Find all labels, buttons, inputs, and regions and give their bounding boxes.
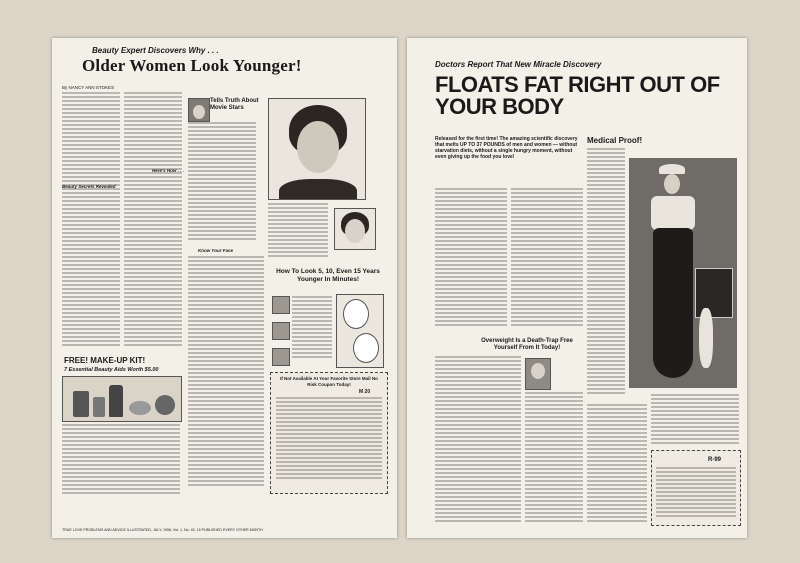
- article-column-2: [124, 92, 182, 352]
- makeup-description: [62, 424, 180, 496]
- model-collar: [651, 196, 695, 230]
- doctor-photo: [525, 358, 551, 390]
- makeup-title: FREE! MAKE-UP KIT!: [64, 356, 146, 365]
- right-column-7: [651, 394, 739, 446]
- coupon-number: M 20: [359, 389, 371, 395]
- right-column-1: [435, 188, 507, 328]
- step-text: [292, 296, 332, 366]
- order-coupon[interactable]: [270, 372, 388, 494]
- step-2-photo: [272, 322, 290, 340]
- subhead-secrets: Beauty Secrets Revealed: [62, 184, 116, 189]
- makeup-kit-photo: [62, 376, 182, 422]
- overweight-heading: Overweight Is a Death-Trap Free Yourself From It Today!: [481, 338, 573, 351]
- makeup-subtitle: 7 Essential Beauty Aids Worth $5.00: [64, 367, 159, 373]
- right-column-4: [435, 356, 521, 524]
- left-headline: Older Women Look Younger!: [82, 56, 302, 75]
- coupon-form-lines: [276, 397, 382, 487]
- article-column-1: [62, 92, 120, 352]
- portrait-caption-text: [268, 203, 328, 263]
- masthead-footer: TRUE LOVE PROBLEMS AND ADVICE ILLUSTRATED, JULY, 1956, Vol. 1, No. 40, 15 PUBLISHED EVERY OTHER MONTH: [62, 527, 263, 532]
- sidebar-text: [188, 122, 256, 242]
- photo-caption-box: [695, 268, 733, 318]
- right-headline: FLOATS FAT RIGHT OUT OF YOUR BODY: [435, 72, 720, 119]
- coupon-price: R-99: [708, 457, 722, 463]
- right-column-2: [511, 188, 583, 328]
- fat-coupon-lines: [656, 467, 736, 521]
- mannequin-figure: [699, 308, 713, 368]
- model-face: [664, 174, 680, 194]
- medical-proof-title: Medical Proof!: [587, 136, 643, 145]
- sidebar-title: Tells Truth About Movie Stars: [210, 98, 259, 111]
- right-column-6: [587, 404, 647, 524]
- article-column-3: [188, 256, 264, 492]
- subhead-here-how: Here's How . . .: [152, 168, 184, 173]
- step-3-photo: [272, 348, 290, 366]
- byline: By NANCY ANN STOKES: [62, 85, 115, 90]
- left-page: [52, 38, 397, 538]
- right-column-3: [587, 148, 625, 398]
- sidebar-portrait: [188, 98, 210, 122]
- fat-coupon[interactable]: [651, 450, 741, 526]
- model-hat: [659, 164, 685, 174]
- left-kicker: Beauty Expert Discovers Why . . .: [92, 46, 219, 55]
- model-photo: [629, 158, 737, 388]
- lead-paragraph: Released for the first time! The amazing scientific discovery that melts UP TO 37 POUNDS of men and women — without starvation diets, without a single hungry moment, without even giving up the food you love!: [435, 136, 578, 160]
- right-kicker: Doctors Report That New Miracle Discovery: [435, 60, 602, 69]
- right-page: [407, 38, 747, 538]
- inset-portrait: [334, 208, 376, 250]
- howto-title: How To Look 5, 10, Even 15 Years Younger In Minutes!: [276, 268, 380, 283]
- model-dress: [653, 228, 693, 378]
- right-column-5: [525, 392, 583, 524]
- face-diagram: [336, 294, 384, 368]
- step-1-photo: [272, 296, 290, 314]
- coupon-heading: If Not Available At Your Favorite Store Mail No Risk Coupon Today!: [280, 376, 378, 387]
- subhead-know-face: Know Your Face: [198, 248, 234, 253]
- woman-portrait: [268, 98, 366, 200]
